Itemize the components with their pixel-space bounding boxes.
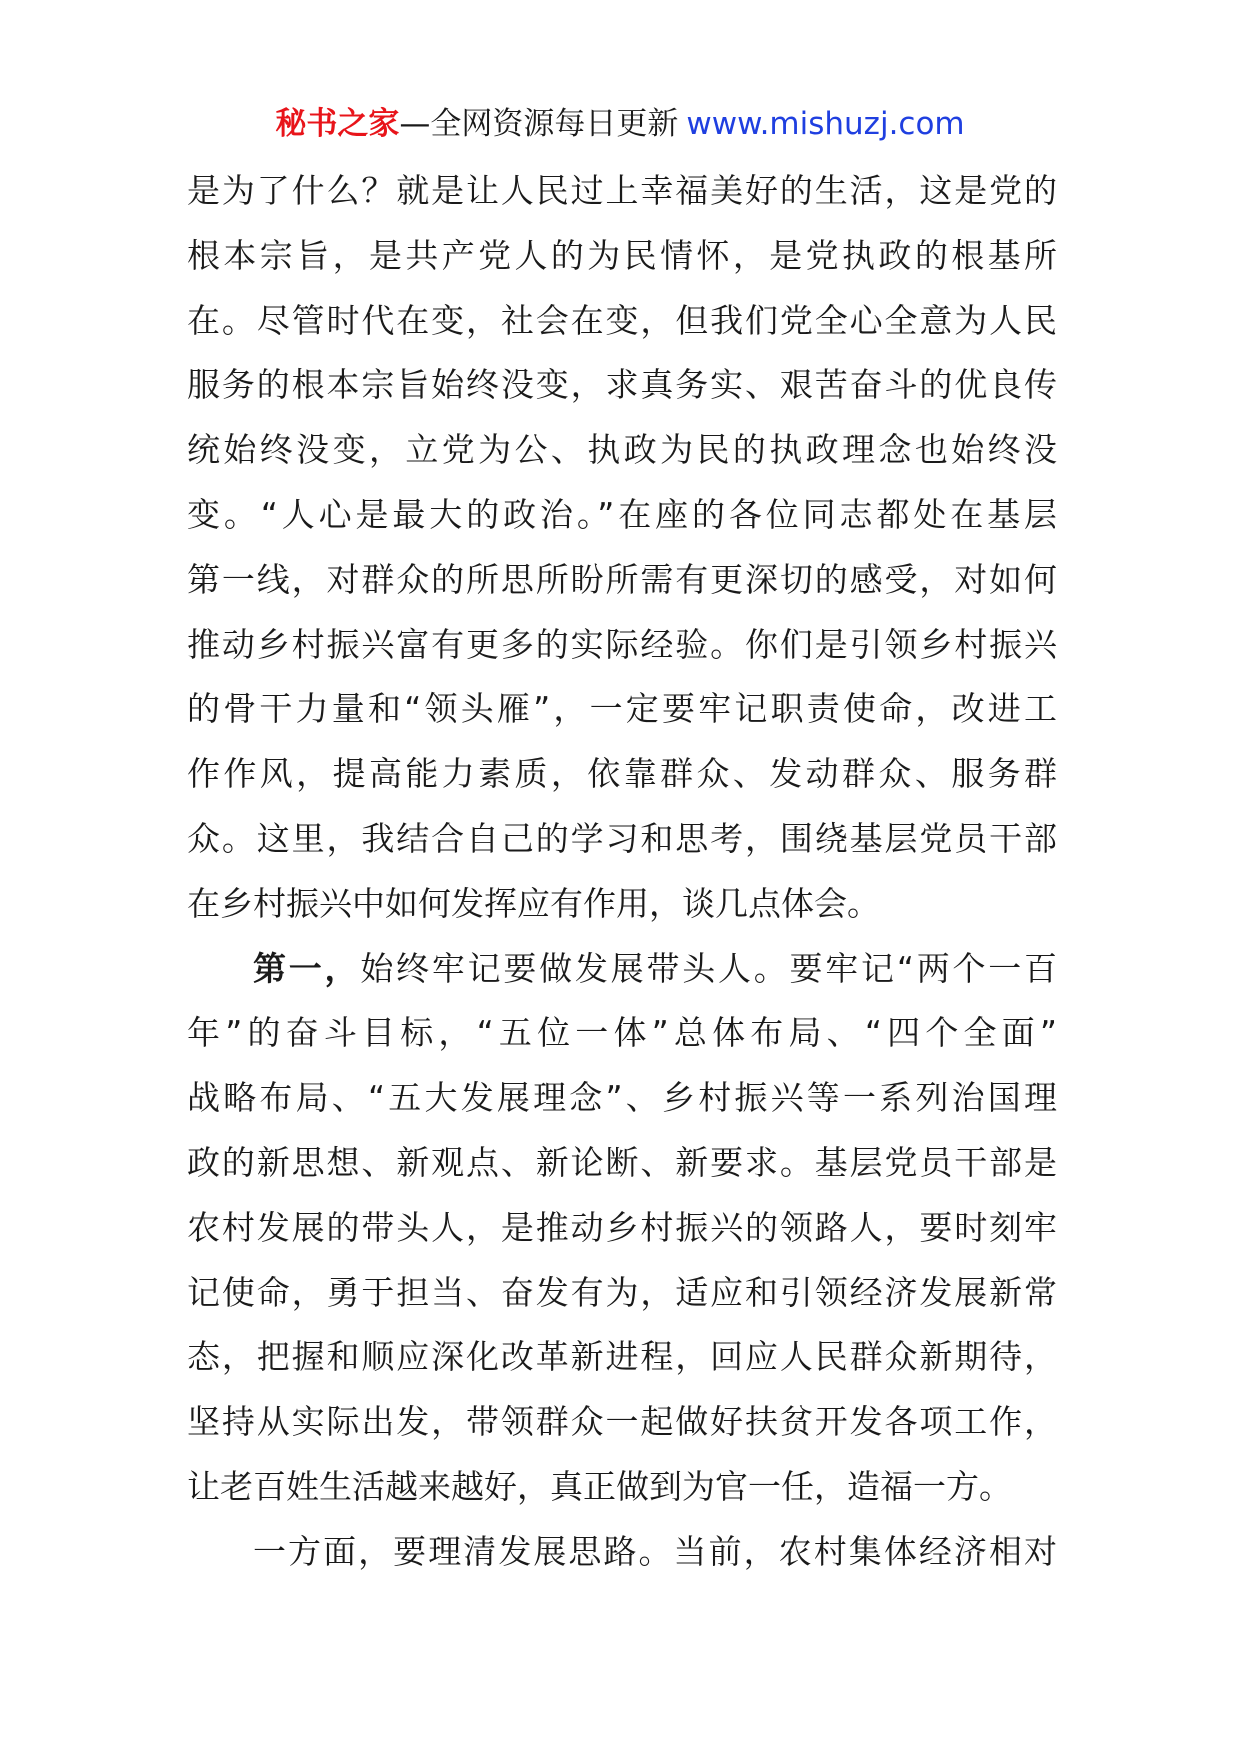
text-line: 众。这里，我结合自己的学习和思考，围绕基层党员干部 [187,818,1057,858]
text-line: 让老百姓生活越来越好，真正做到为官一任，造福一方。 [187,1466,1012,1506]
text-line: 推动乡村振兴富有更多的实际经验。你们是引领乡村振兴 [187,624,1057,664]
site-url-link[interactable]: www.mishuzj.com [686,106,965,142]
text-line: 第一线，对群众的所思所盼所需有更深切的感受，对如何 [187,559,1057,599]
text-line: 在乡村振兴中如何发挥应有作用，谈几点体会。 [187,883,880,923]
text-line: 一方面，要理清发展思路。当前，农村集体经济相对 [253,1531,1057,1571]
text-line: 战略布局、“五大发展理念”、乡村振兴等一系列治国理 [187,1078,1057,1118]
site-header [0,104,1240,144]
text-line: 的骨干力量和“领头雁”，一定要牢记职责使命，改进工 [187,689,1057,729]
text-line: 政的新思想、新观点、新论断、新要求。基层党员干部是 [187,1142,1057,1182]
site-tagline: —全网资源每日更新 [399,106,679,142]
text-line: 态，把握和顺应深化改革新进程，回应人民群众新期待， [187,1337,1057,1377]
section-heading-text: 始终牢记要做发展带头人。要牢记“两个一百 [360,948,1057,988]
text-line: 年”的奋斗目标，“五位一体”总体布局、“四个全面” [187,1013,1057,1053]
text-line: 坚持从实际出发，带领群众一起做好扶贫开发各项工作， [187,1402,1057,1442]
section-heading: 第一， [253,948,361,988]
text-line: 在。尽管时代在变，社会在变，但我们党全心全意为人民 [187,300,1057,340]
site-brand: 秘书之家 [275,106,400,142]
text-line: 统始终没变，立党为公、执政为民的执政理念也始终没 [187,430,1057,470]
text-line: 根本宗旨，是共产党人的为民情怀，是党执政的根基所 [187,235,1057,275]
text-line: 变。“人心是最大的政治。”在座的各位同志都处在基层 [187,494,1057,534]
text-line: 农村发展的带头人，是推动乡村振兴的领路人，要时刻牢 [187,1207,1057,1247]
section-first-line [187,937,1057,1002]
text-line: 作作风，提高能力素质，依靠群众、发动群众、服务群 [187,754,1057,794]
text-line: 服务的根本宗旨始终没变，求真务实、艰苦奋斗的优良传 [187,365,1057,405]
text-line: 是为了什么？就是让人民过上幸福美好的生活，这是党的 [187,171,1057,210]
document-body [187,159,1057,1585]
text-line: 记使命，勇于担当、奋发有为，适应和引领经济发展新常 [187,1272,1057,1312]
